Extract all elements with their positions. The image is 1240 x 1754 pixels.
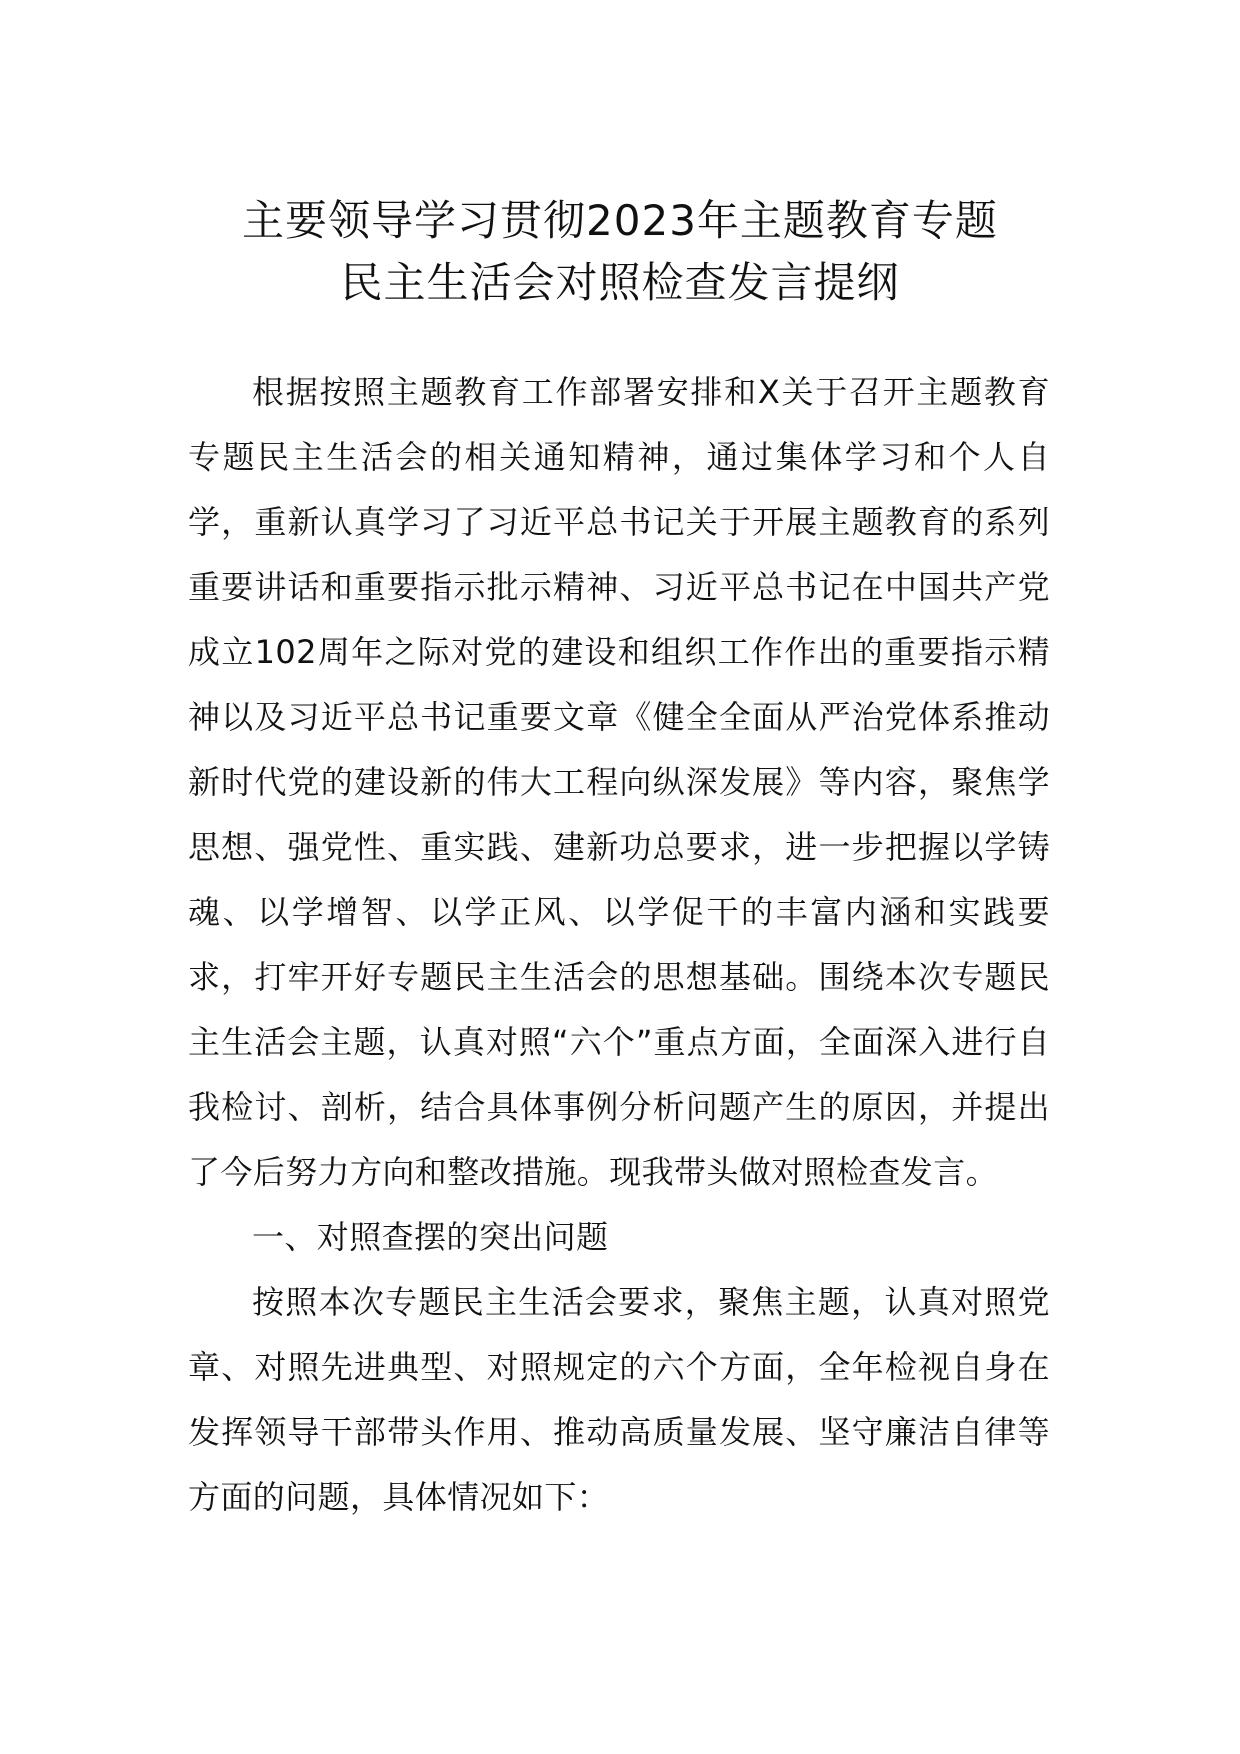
title-line-2: 民主生活会对照检查发言提纲: [340, 258, 900, 308]
intro-paragraph: 根据按照主题教育工作部署安排和X关于召开主题教育专题民主生活会的相关通知精神，通过集体学习和个人自学，重新认真学习了习近平总书记关于开展主题教育的系列重要讲话和重要指示批示精神、习近平总书记在中国共产党成立102周年之际对党的建设和组织工作作出的重要指示精神以及习近平总书记重要文章《健全全面从严治党体系推动新时代党的建设新的伟大工程向纵深发展》等内容，聚焦学思想、强党性、重实践、建新功总要求，进一步把握以学铸魂、以学增智、以学正风、以学促干的丰富内涵和实践要求，打牢开好专题民主生活会的思想基础。围绕本次专题民主生活会主题，认真对照“六个”重点方面，全面深入进行自我检讨、剖析，结合具体事例分析问题产生的原因，并提出了今后努力方向和整改措施。现我带头做对照检查发言。: [188, 373, 1050, 1191]
document-title: [150, 190, 1090, 314]
document-body: [188, 360, 1050, 1530]
title-line-1: 主要领导学习贯彻2023年主题教育专题: [242, 196, 998, 246]
section-heading: 一、对照查摆的突出问题: [252, 1218, 609, 1256]
section-paragraph: 按照本次专题民主生活会要求，聚焦主题，认真对照党章、对照先进典型、对照规定的六个方面，全年检视自身在发挥领导干部带头作用、推动高质量发展、坚守廉洁自律等方面的问题，具体情况如下：: [188, 1283, 1050, 1516]
